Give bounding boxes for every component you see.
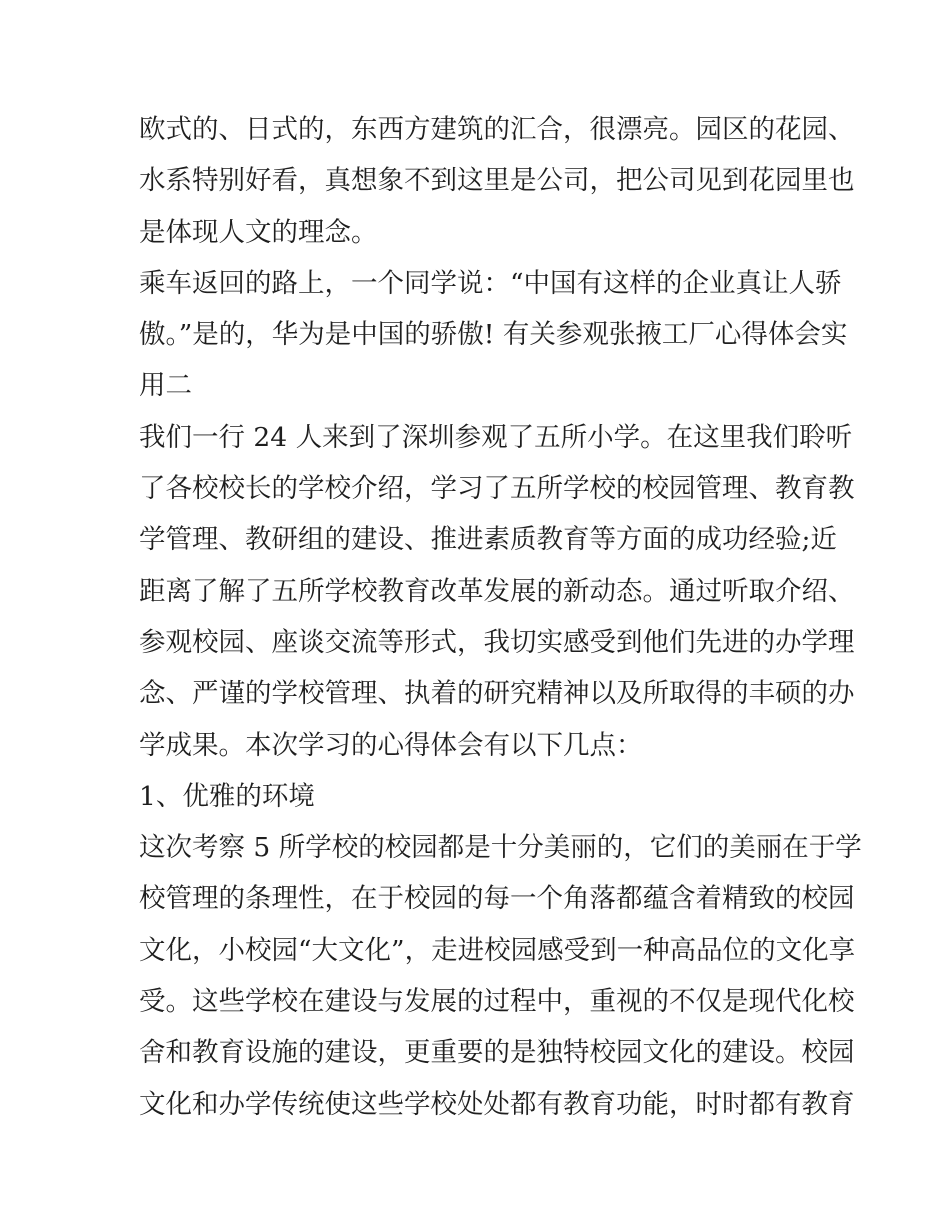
text-line: 欧式的、日式的，东西方建筑的汇合，很漂亮。园区的花园、	[139, 114, 855, 145]
section-heading: 1、优雅的环境	[139, 780, 315, 812]
text-line: 用二	[139, 370, 192, 402]
text-line: 念、严谨的学校管理、执着的研究精神以及所取得的丰硕的办	[139, 678, 855, 710]
text-line: 舍和教育设施的建设，更重要的是独特校园文化的建设。校园	[139, 1037, 855, 1069]
text-line: 文化和办学传统使这些学校处处都有教育功能，时时都有教育	[139, 1088, 855, 1120]
text-line: 水系特别好看，真想象不到这里是公司，把公司见到花园里也	[139, 165, 855, 197]
text-line: 是体现人文的理念。	[139, 216, 378, 248]
text-line: 学管理、教研组的建设、推进素质教育等方面的成功经验;近	[139, 524, 837, 556]
text-line: 参观校园、座谈交流等形式，我切实感受到他们先进的办学理	[139, 626, 855, 658]
text-line: 校管理的条理性，在于校园的每一个角落都蕴含着精致的校园	[139, 883, 855, 915]
text-line: 受。这些学校在建设与发展的过程中，重视的不仅是现代化校	[139, 986, 855, 1018]
document-body	[139, 104, 862, 1130]
text-line: 乘车返回的路上，一个同学说：“中国有这样的企业真让人骄	[139, 267, 842, 299]
text-line: 我们一行 24 人来到了深圳参观了五所小学。在这里我们聆听	[139, 421, 853, 453]
text-line: 学成果。本次学习的心得体会有以下几点：	[139, 729, 643, 761]
text-line: 了各校校长的学校介绍，学习了五所学校的校园管理、教育教	[139, 473, 855, 505]
text-line: 傲。”是的，华为是中国的骄傲! 有关参观张掖工厂心得体会实	[139, 319, 848, 351]
text-line: 这次考察 5 所学校的校园都是十分美丽的，它们的美丽在于学	[139, 832, 862, 864]
text-line: 文化，小校园“大文化”，走进校园感受到一种高品位的文化享	[139, 934, 856, 966]
text-line: 距离了解了五所学校教育改革发展的新动态。通过听取介绍、	[139, 575, 855, 607]
